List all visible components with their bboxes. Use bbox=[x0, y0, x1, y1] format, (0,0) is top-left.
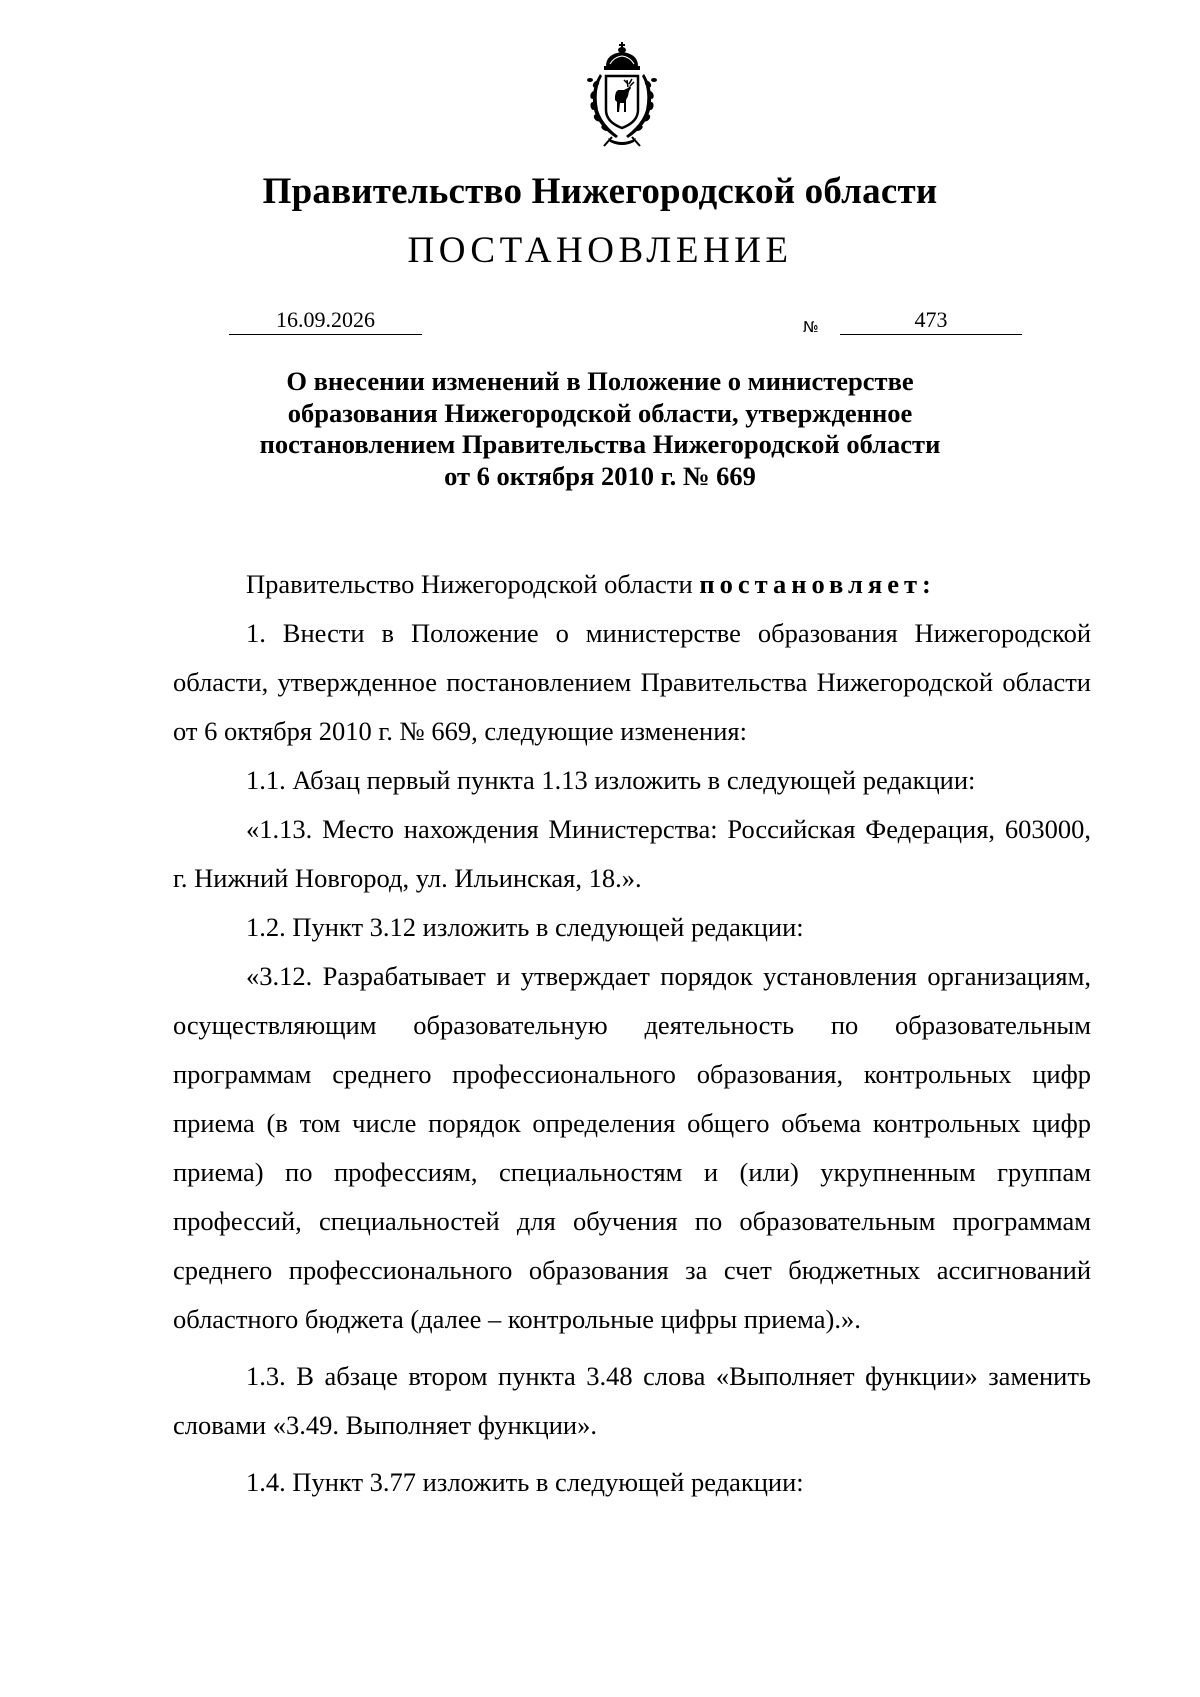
body-paragraph: 1.1. Абзац первый пункта 1.13 изложить в следующей редакции: bbox=[246, 765, 976, 795]
body-paragraph: «1.13. Место нахождения Министерства: Российская Федерация, 603000, г. Нижний Новгород, ул. Ильинская, 18.». bbox=[173, 814, 1091, 893]
number-sign: № bbox=[803, 318, 819, 336]
body-paragraph: «3.12. Разрабатывает и утверждает порядок установления организациям, осуществляющим образовательную деятельность по образовательным программам среднего профессионального образования, контрольных цифр приема (в том числе порядок определения общего объема контрольных цифр приема) по профессиям, специальностям и (или) укрупненным группам профессий, специальностей для обучения по образовательным программам среднего профессионального образования за счет бюджетных ассигнований областного бюджета (далее – контрольные цифры приема).». bbox=[173, 961, 1091, 1334]
preamble-verb: постановляет: bbox=[699, 569, 936, 599]
body-paragraph: 1.4. Пункт 3.77 изложить в следующей редакции: bbox=[246, 1467, 804, 1497]
subject-line: от 6 октября 2010 г. № 669 bbox=[444, 460, 756, 491]
coat-of-arms-icon bbox=[572, 40, 672, 148]
document-number: 473 bbox=[840, 305, 1022, 335]
subject-line: О внесении изменений в Положение о министерстве bbox=[286, 366, 914, 396]
body-paragraph: 1.3. В абзаце втором пункта 3.48 слова «Выполняет функции» заменить словами «3.49. Выполняет функции». bbox=[173, 1361, 1091, 1440]
document-subject bbox=[180, 366, 1020, 492]
subject-line: постановлением Правительства Нижегородской области bbox=[259, 429, 941, 459]
preamble-paragraph bbox=[173, 560, 1091, 609]
preamble-text: Правительство Нижегородской области bbox=[246, 569, 700, 599]
body-paragraph: 1. Внести в Положение о министерстве образования Нижегородской области, утвержденное постановлением Правительства Нижегородской области от 6 октября 2010 г. № 669, следующие изменения: bbox=[173, 618, 1091, 746]
document-type-title: ПОСТАНОВЛЕНИЕ bbox=[407, 230, 793, 271]
document-body bbox=[173, 560, 1091, 1507]
document-date: 16.09.2026 bbox=[229, 305, 422, 335]
government-title: Правительство Нижегородской области bbox=[262, 171, 938, 212]
body-paragraph: 1.2. Пункт 3.12 изложить в следующей редакции: bbox=[246, 912, 804, 942]
subject-line: образования Нижегородской области, утвержденное bbox=[287, 397, 913, 428]
